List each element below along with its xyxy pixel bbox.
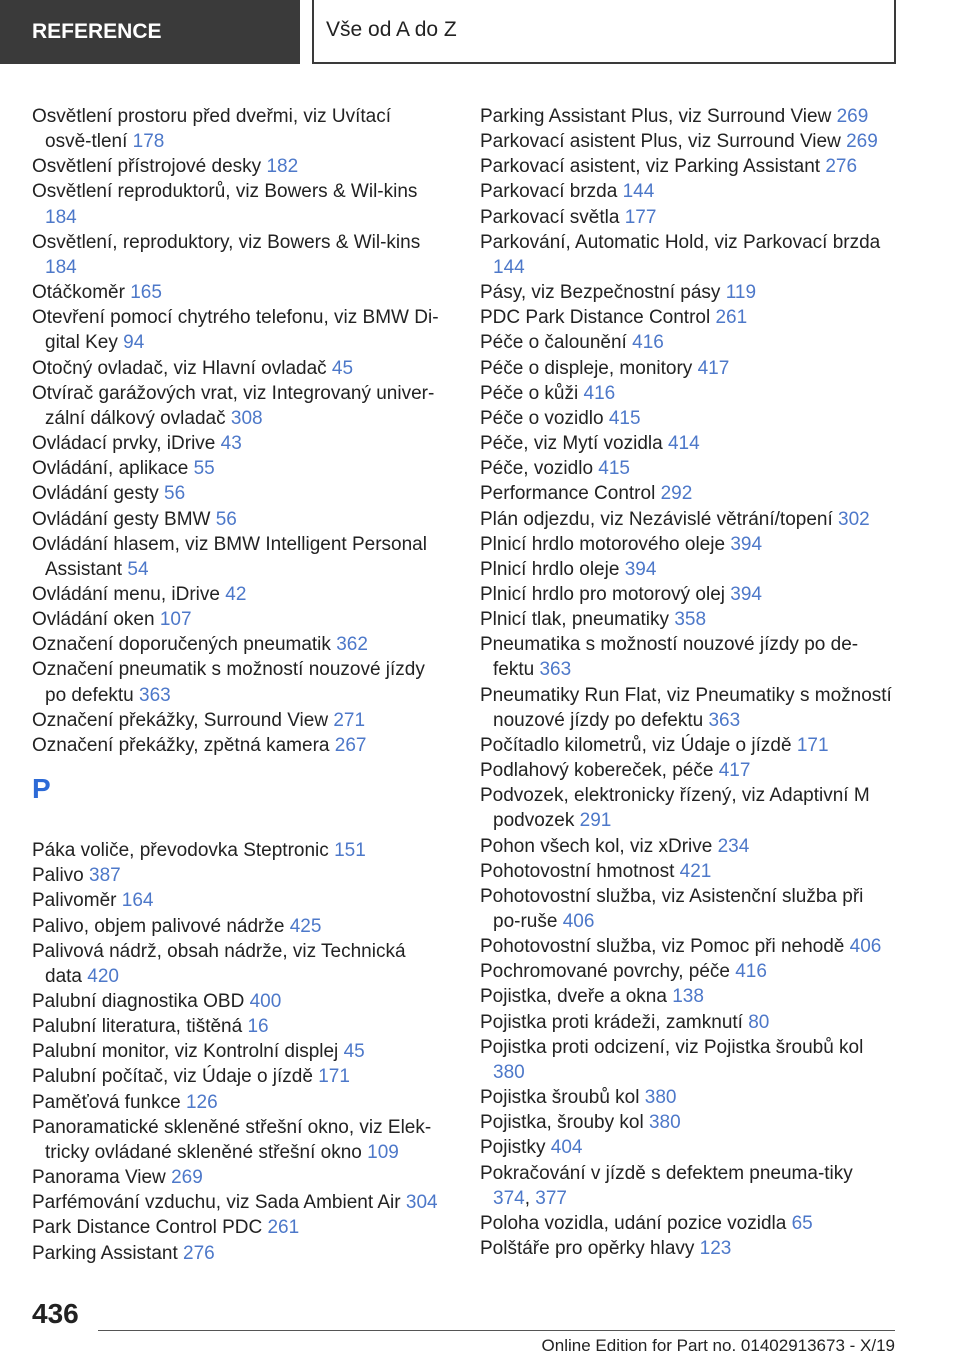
index-term: Parkovací asistent, viz Parking Assistant (480, 156, 821, 178)
index-term: Ovládání oken (32, 609, 155, 631)
index-entry (480, 431, 895, 456)
page-reference-link[interactable]: 177 (624, 206, 657, 228)
index-term: Performance Control (480, 483, 656, 505)
index-term: Polštáře pro opěrky hlavy (480, 1238, 695, 1260)
index-entry (32, 507, 442, 532)
index-entry (480, 783, 895, 833)
page-reference-link[interactable]: 107 (159, 609, 192, 631)
page-reference-link[interactable]: 55 (193, 458, 215, 480)
index-term: Osvětlení reproduktorů, viz Bowers & Wil-kins (32, 181, 418, 203)
index-letter-heading: P (32, 773, 51, 805)
index-term: Ovládací prvky, iDrive (32, 433, 216, 455)
page-reference-link[interactable]: 184 (45, 256, 77, 278)
index-term: Označení doporučených pneumatik (32, 634, 331, 656)
index-term: Pokračování v jízdě s defektem pneuma-tiky (480, 1162, 853, 1184)
index-entry (480, 205, 895, 230)
index-term: Pneumatiky Run Flat, viz Pneumatiky s možností nouzové jízdy po defektu (480, 684, 892, 731)
index-term: Otočný ovladač, viz Hlavní ovladač (32, 357, 327, 379)
index-term: Označení pneumatik s možností nouzové jízdy po defektu (32, 659, 425, 706)
index-entry (480, 481, 895, 506)
index-term: PDC Park Distance Control (480, 307, 711, 329)
index-entry (32, 431, 442, 456)
index-entry (32, 104, 442, 154)
page-reference-link[interactable]: 271 (333, 709, 366, 731)
page-reference-link[interactable]: 54 (127, 558, 149, 580)
index-term: Ovládání gesty BMW (32, 508, 211, 530)
index-term: Pohon všech kol, viz xDrive (480, 835, 713, 857)
index-term: Palubní diagnostika OBD (32, 991, 245, 1012)
index-entry (32, 888, 442, 913)
index-entry (480, 129, 895, 154)
index-term: Palivoměr (32, 890, 117, 912)
index-term: Parkovací asistent Plus, viz Surround View (480, 131, 841, 153)
index-term: Označení překážky, Surround View (32, 709, 329, 731)
page-reference-link[interactable]: 16 (247, 1016, 269, 1038)
index-term: Parfémování vzduchu, viz Sada Ambient Air (32, 1192, 401, 1214)
index-term: Parking Assistant Plus, viz Surround View (480, 106, 832, 127)
page-reference-link[interactable]: 415 (598, 458, 630, 480)
index-entry (480, 758, 895, 783)
page-reference-link[interactable]: 144 (622, 181, 655, 203)
page-reference-link[interactable]: 421 (679, 860, 712, 882)
page-reference-link[interactable]: 267 (334, 734, 367, 756)
page-reference-link[interactable]: 151 (334, 840, 366, 862)
index-term: Ovládání menu, iDrive (32, 583, 220, 605)
page-reference-link[interactable]: 42 (225, 583, 247, 605)
index-entry (480, 1135, 895, 1160)
page-reference-link[interactable]: 377 (535, 1187, 567, 1209)
index-entry (480, 884, 895, 934)
page-reference-link[interactable]: 417 (718, 760, 751, 782)
page-reference-link[interactable]: 234 (717, 835, 750, 857)
page-reference-link[interactable]: 394 (730, 533, 763, 555)
edition-footer: Online Edition for Part no. 01402913673 - X/19 (541, 1336, 895, 1355)
index-term: Ovládání gesty (32, 483, 159, 505)
page-reference-link[interactable]: 387 (89, 865, 121, 887)
index-term: Péče o displeje, monitory (480, 357, 693, 379)
index-entry (32, 230, 442, 280)
index-entry (480, 532, 895, 557)
index-term: Otvírač garážových vrat, viz Integrovaný univer-zální dálkový ovladač (32, 382, 435, 429)
index-term: Počítadlo kilometrů, viz Údaje o jízdě (480, 734, 792, 756)
page-reference-link[interactable]: 261 (715, 307, 748, 329)
index-entry (480, 104, 895, 129)
index-term: Osvětlení přístrojové desky (32, 156, 262, 178)
index-entry (32, 708, 442, 733)
index-entry (32, 1090, 442, 1115)
index-entry (480, 507, 895, 532)
index-term: Plnicí hrdlo oleje (480, 558, 620, 580)
index-column-left (32, 104, 442, 1266)
page-reference-link[interactable]: 291 (579, 810, 612, 832)
page-reference-link[interactable]: 261 (267, 1217, 300, 1239)
index-term: Park Distance Control PDC (32, 1217, 263, 1239)
page-reference-link[interactable]: 171 (796, 734, 829, 756)
page-reference-link[interactable]: 404 (550, 1137, 583, 1159)
index-term: Otáčkoměr (32, 282, 125, 304)
page-reference-link[interactable]: 302 (838, 508, 870, 530)
index-term: Označení překážky, zpětná kamera (32, 734, 330, 756)
index-entry (32, 1215, 442, 1240)
page-number: 436 (32, 1298, 79, 1329)
page-reference-link[interactable]: 276 (825, 156, 858, 178)
index-entry (32, 863, 442, 888)
index-entry (32, 1014, 442, 1039)
page-reference-link[interactable]: 269 (846, 131, 878, 153)
index-entry (480, 356, 895, 381)
index-entry (480, 1085, 895, 1110)
index-entry (32, 532, 442, 582)
index-entry (480, 381, 895, 406)
page-reference-link[interactable]: 45 (343, 1041, 365, 1063)
index-term: Pojistka proti odcizení, viz Pojistka šroubů kol (480, 1036, 864, 1058)
page-reference-link[interactable]: 416 (583, 382, 616, 404)
index-term: Palivo, objem palivové nádrže (32, 915, 285, 937)
index-term: Podvozek, elektronicky řízený, viz Adaptivní M podvozek (480, 785, 870, 832)
index-entry (480, 230, 895, 280)
index-entry (480, 984, 895, 1009)
page-reference-link[interactable]: 414 (667, 433, 700, 455)
index-entry (32, 733, 442, 758)
index-entry (480, 1110, 895, 1135)
page-reference-link[interactable]: 400 (249, 991, 282, 1012)
page-reference-link[interactable]: 43 (220, 433, 242, 455)
index-entry (32, 154, 442, 179)
page-reference-link[interactable]: 292 (660, 483, 693, 505)
page-reference-link[interactable]: 56 (215, 508, 237, 530)
index-entry (480, 733, 895, 758)
index-entry (32, 1115, 442, 1165)
index-entry (480, 1211, 895, 1236)
page-reference-link[interactable]: 406 (849, 936, 882, 958)
index-term: Pojistka šroubů kol (480, 1087, 640, 1109)
section-title: Vše od A do Z (312, 0, 896, 64)
page-reference-link[interactable]: 165 (130, 282, 162, 304)
index-entry (480, 154, 895, 179)
page-reference-link[interactable]: 420 (87, 965, 119, 987)
page-reference-link[interactable]: 406 (562, 911, 595, 932)
page-reference-link[interactable]: 178 (132, 131, 165, 153)
index-entry (480, 406, 895, 431)
page-reference-link[interactable]: 184 (45, 206, 77, 228)
page-reference-link[interactable]: 380 (644, 1087, 677, 1109)
index-term: Panoramatické skleněné střešní okno, viz Elek-tricky ovládané skleněné střešní okno (32, 1116, 432, 1163)
page-reference-link[interactable]: 308 (230, 407, 263, 429)
index-entry (32, 838, 442, 863)
index-term: Péče, viz Mytí vozidla (480, 433, 663, 455)
index-term: Péče o čalounění (480, 332, 627, 354)
index-term: Palivová nádrž, obsah nádrže, viz Technická data (32, 940, 406, 987)
index-term: Ovládání hlasem, viz BMW Intelligent Personal Assistant (32, 533, 427, 580)
index-entry (480, 179, 895, 204)
index-entry (32, 582, 442, 607)
index-term: Parkovací světla (480, 206, 620, 228)
index-term: Páka voliče, převodovka Steptronic (32, 840, 329, 862)
index-term: Plán odjezdu, viz Nezávislé větrání/topení (480, 508, 833, 530)
index-entry (480, 1236, 895, 1261)
index-term: Osvětlení, reproduktory, viz Bowers & Wil-kins (32, 231, 421, 253)
index-entry (32, 1165, 442, 1190)
index-entry (32, 914, 442, 939)
index-term: Pásy, viz Bezpečnostní pásy (480, 282, 721, 304)
index-term: Péče, vozidlo (480, 458, 594, 480)
index-entry (480, 582, 895, 607)
index-term: Péče o vozidlo (480, 407, 604, 429)
page-reference-link[interactable]: 416 (735, 961, 767, 983)
page-reference-link[interactable]: 416 (632, 332, 664, 354)
page-reference-link[interactable]: 380 (648, 1112, 681, 1134)
index-entry (32, 607, 442, 632)
page-reference-link[interactable]: 394 (730, 583, 762, 605)
page-reference-link[interactable]: 45 (331, 357, 354, 379)
page-reference-link[interactable]: 363 (139, 684, 171, 706)
index-entry (32, 1190, 442, 1215)
index-entry (480, 934, 895, 959)
index-entry (32, 381, 442, 431)
page-reference-link[interactable]: 269 (171, 1167, 203, 1189)
index-term: Pojistka, dveře a okna (480, 986, 667, 1008)
index-entry (32, 939, 442, 989)
page-reference-link[interactable]: 123 (699, 1238, 732, 1260)
index-term: Poloha vozidla, udání pozice vozidla (480, 1212, 787, 1234)
index-entry (32, 1039, 442, 1064)
index-entry (480, 834, 895, 859)
page-reference-link[interactable]: 415 (608, 407, 641, 429)
index-entry (480, 859, 895, 884)
index-term: Péče o kůži (480, 382, 579, 404)
index-term: Pohotovostní služba, viz Asistenční služba při po-ruše (480, 885, 864, 932)
page-reference-link[interactable]: 304 (405, 1192, 438, 1214)
index-term: Pojistka proti krádeži, zamknutí (480, 1011, 743, 1033)
page-reference-link[interactable]: 94 (123, 332, 145, 354)
index-term: Pohotovostní hmotnost (480, 860, 675, 882)
index-entry (32, 305, 442, 355)
index-term: Palubní monitor, viz Kontrolní displej (32, 1041, 339, 1063)
index-term: Palubní literatura, tištěná (32, 1016, 243, 1038)
index-entry (480, 959, 895, 984)
index-entry (480, 456, 895, 481)
index-entry (480, 305, 895, 330)
index-term: Podlahový kobereček, péče (480, 760, 714, 782)
page-reference-link[interactable]: 126 (185, 1091, 218, 1113)
index-term: Parking Assistant (32, 1242, 178, 1264)
page-reference-link[interactable]: 363 (539, 659, 572, 681)
index-entry (32, 989, 442, 1014)
page-reference-link[interactable]: 138 (672, 986, 704, 1008)
index-term: Pneumatika s možností nouzové jízdy po de-fektu (480, 634, 859, 681)
page-reference-link[interactable]: 109 (367, 1141, 399, 1163)
index-entry (32, 280, 442, 305)
page-reference-link[interactable]: 65 (791, 1212, 813, 1234)
index-term: Plnicí tlak, pneumatiky (480, 609, 670, 631)
page-reference-link[interactable]: 417 (697, 357, 730, 379)
page-reference-link[interactable]: 363 (708, 709, 741, 731)
index-term: Panorama View (32, 1167, 166, 1189)
page-reference-link[interactable]: 164 (121, 890, 154, 912)
page-reference-link[interactable]: 362 (336, 634, 368, 656)
page-reference-link[interactable]: 394 (624, 558, 657, 580)
page-reference-link[interactable]: 425 (289, 915, 322, 937)
index-term: Osvětlení prostoru před dveřmi, viz Uvítací osvě-tlení (32, 106, 392, 153)
page-reference-link[interactable]: 276 (183, 1242, 215, 1264)
index-term: Ovládání, aplikace (32, 458, 189, 480)
index-entry (480, 280, 895, 305)
page-reference-link[interactable]: 119 (725, 282, 757, 304)
index-entry (32, 356, 442, 381)
index-entry (480, 607, 895, 632)
page-reference-link[interactable]: 56 (164, 483, 186, 505)
index-term: Pohotovostní služba, viz Pomoc při nehodě (480, 936, 845, 958)
index-term: Otevření pomocí chytrého telefonu, viz BMW Di-gital Key (32, 307, 439, 354)
footer-divider (98, 1330, 895, 1331)
index-entry (32, 1241, 442, 1266)
index-entry (480, 557, 895, 582)
index-column-right (480, 104, 895, 1261)
index-entry (32, 657, 442, 707)
index-entry (32, 179, 442, 229)
index-entry (480, 683, 895, 733)
index-entry: Pokračování v jízdě s defektem pneuma-tiky 374, 377 (480, 1162, 853, 1209)
index-entry (480, 632, 895, 682)
index-entry (480, 330, 895, 355)
page-reference-link[interactable]: 374 (493, 1187, 525, 1209)
index-term: Plnicí hrdlo pro motorový olej (480, 583, 725, 605)
page-reference-link[interactable]: 171 (318, 1066, 350, 1088)
index-term: Palubní počítač, viz Údaje o jízdě (32, 1066, 313, 1088)
page-reference-link[interactable]: 358 (674, 609, 707, 631)
index-entry (480, 1010, 895, 1035)
page-reference-link[interactable]: 380 (493, 1061, 525, 1083)
index-entry (32, 456, 442, 481)
index-entry (32, 632, 442, 657)
index-term: Palivo (32, 865, 84, 887)
page-reference-link[interactable]: 80 (748, 1011, 770, 1033)
index-term: Pojistka, šrouby kol (480, 1112, 644, 1134)
index-term: Paměťová funkce (32, 1091, 181, 1113)
index-entry (32, 481, 442, 506)
section-tab: REFERENCE (0, 0, 300, 64)
index-term: Plnicí hrdlo motorového oleje (480, 533, 726, 555)
index-term: Pojistky (480, 1137, 546, 1159)
index-entry (480, 1035, 895, 1085)
index-term: Pochromované povrchy, péče (480, 961, 730, 983)
page-reference-link[interactable]: 269 (836, 106, 869, 127)
page-reference-link[interactable]: 144 (493, 256, 525, 278)
index-term: Parkovací brzda (480, 181, 618, 203)
index-entry (32, 1064, 442, 1089)
page-reference-link[interactable]: 182 (266, 156, 299, 178)
index-term: Parkování, Automatic Hold, viz Parkovací brzda (480, 231, 881, 253)
